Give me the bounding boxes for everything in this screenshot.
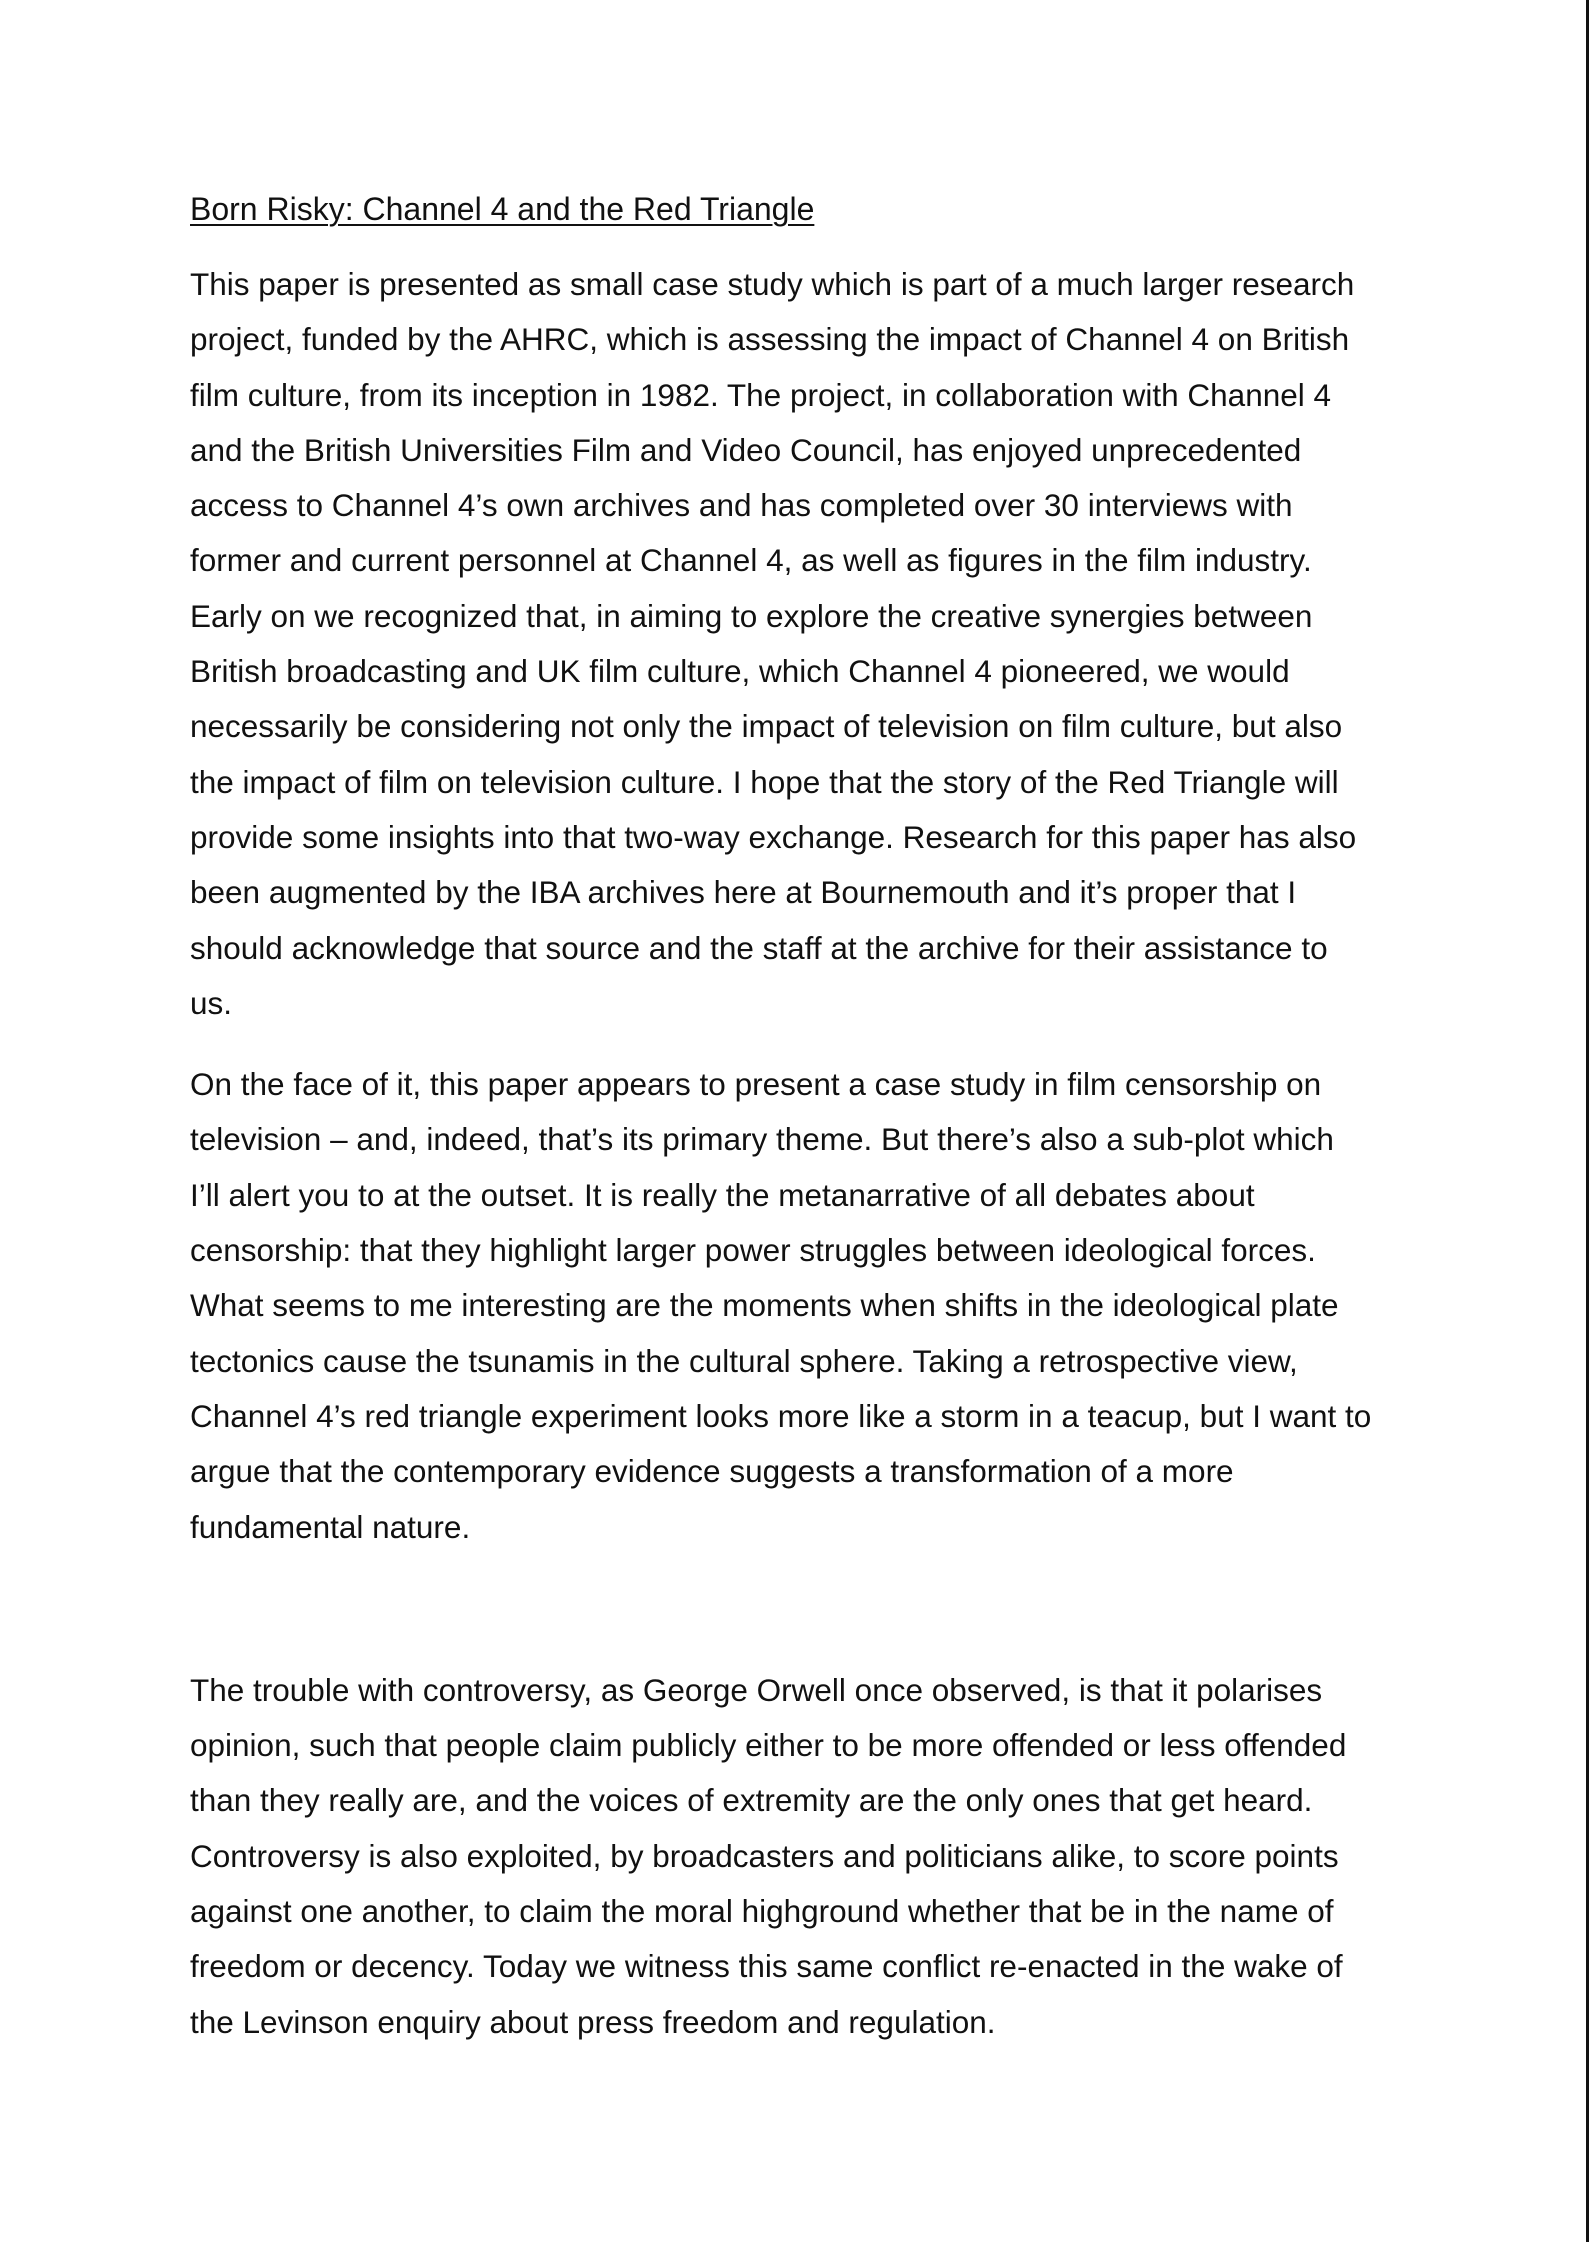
text-line: fundamental nature. xyxy=(190,1508,471,1545)
text-line: censorship: that they highlight larger power struggles between ideological forces. xyxy=(190,1232,1316,1269)
text-line: opinion, such that people claim publicly either to be more offended or less offended xyxy=(190,1727,1347,1764)
text-line: Channel 4’s red triangle experiment looks more like a storm in a teacup, but I want to xyxy=(190,1397,1372,1434)
text-line: film culture, from its inception in 1982. The project, in collaboration with Channel 4 xyxy=(190,376,1332,413)
text-line: What seems to me interesting are the moments when shifts in the ideological plate xyxy=(190,1287,1339,1324)
text-line: provide some insights into that two-way exchange. Research for this paper has also xyxy=(190,818,1357,855)
text-line: freedom or decency. Today we witness this same conflict re-enacted in the wake of xyxy=(190,1948,1343,1985)
text-line: us. xyxy=(190,984,233,1021)
text-line: former and current personnel at Channel 4, as well as figures in the film industry. xyxy=(190,542,1312,579)
text-line: I’ll alert you to at the outset. It is really the metanarrative of all debates about xyxy=(190,1176,1255,1213)
text-line: The trouble with controversy, as George Orwell once observed, is that it polarises xyxy=(190,1671,1323,1708)
text-line: against one another, to claim the moral highground whether that be in the name of xyxy=(190,1893,1334,1930)
text-line: been augmented by the IBA archives here at Bournemouth and it’s proper that I xyxy=(190,874,1297,911)
text-line: British broadcasting and UK film culture, which Channel 4 pioneered, we would xyxy=(190,653,1290,690)
text-line: access to Channel 4’s own archives and has completed over 30 interviews with xyxy=(190,487,1293,524)
paragraph-censorship xyxy=(190,1057,1410,1555)
text-line: argue that the contemporary evidence suggests a transformation of a more xyxy=(190,1453,1234,1490)
paragraph-intro xyxy=(190,257,1410,1031)
text-line: Controversy is also exploited, by broadcasters and politicians alike, to score points xyxy=(190,1837,1339,1874)
text-line: On the face of it, this paper appears to present a case study in film censorship on xyxy=(190,1066,1322,1103)
text-line: the impact of film on television culture. I hope that the story of the Red Triangle will xyxy=(190,763,1339,800)
text-line: This paper is presented as small case study which is part of a much larger research xyxy=(190,266,1355,302)
text-line: than they really are, and the voices of extremity are the only ones that get heard. xyxy=(190,1782,1313,1819)
text-line: television – and, indeed, that’s its primary theme. But there’s also a sub-plot which xyxy=(190,1121,1334,1158)
document-title: Born Risky: Channel 4 and the Red Triangle xyxy=(190,191,815,227)
text-line: should acknowledge that source and the staff at the archive for their assistance to xyxy=(190,929,1328,966)
text-line: necessarily be considering not only the impact of television on film culture, but also xyxy=(190,708,1343,745)
document-body xyxy=(190,187,1410,2050)
text-line: project, funded by the AHRC, which is assessing the impact of Channel 4 on British xyxy=(190,321,1350,358)
paragraph-controversy xyxy=(190,1663,1410,2050)
text-line: tectonics cause the tsunamis in the cultural sphere. Taking a retrospective view, xyxy=(190,1342,1298,1379)
text-line: the Levinson enquiry about press freedom and regulation. xyxy=(190,2003,996,2040)
text-line: and the British Universities Film and Video Council, has enjoyed unprecedented xyxy=(190,431,1302,468)
text-line: Early on we recognized that, in aiming to explore the creative synergies between xyxy=(190,597,1313,634)
